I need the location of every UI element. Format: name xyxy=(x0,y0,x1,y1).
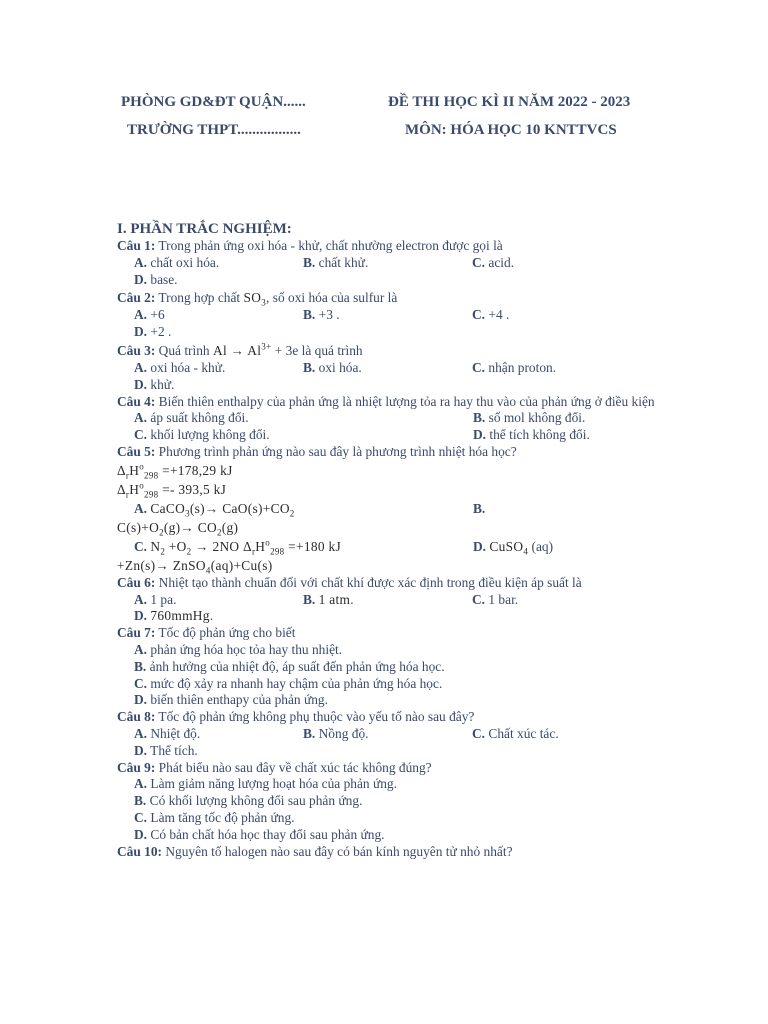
option-c: C. nhận proton. xyxy=(472,359,557,375)
options-row xyxy=(117,726,657,743)
option-b: B. ảnh hưởng của nhiệt độ, áp suất đến phản ứng hóa học. xyxy=(134,658,445,674)
option-d: D. base. xyxy=(134,271,178,287)
question-label: Câu 3: xyxy=(117,342,156,358)
option-d: D. thể tích không đổi. xyxy=(473,427,590,443)
header-subject: MÔN: HÓA HỌC 10 KNTTVCS xyxy=(405,122,617,138)
option-c: C. Chất xúc tác. xyxy=(472,725,559,741)
question-10 xyxy=(117,844,657,861)
options-row xyxy=(117,307,657,324)
option-d: D. khử. xyxy=(134,376,175,392)
option-b: B. số mol không đổi. xyxy=(473,410,586,426)
option-b: B. xyxy=(473,500,486,516)
question-3: Câu 3: Quá trình $Al \to Al^{3+} + 3e$ là quá trình xyxy=(117,341,363,358)
options-row xyxy=(117,608,657,625)
option-a: A. oxi hóa - khử. xyxy=(134,359,226,375)
option-d: D. Thể tích. xyxy=(134,742,198,758)
option-c: C. Làm tăng tốc độ phản ứng. xyxy=(134,809,295,825)
option-a: A. áp suất không đổi. xyxy=(134,410,249,426)
question-label: Câu 6: xyxy=(117,574,156,590)
question-9 xyxy=(117,760,657,777)
options-row xyxy=(117,324,657,341)
formula-so3: $SO_3$ xyxy=(243,290,267,309)
question-text: Phương trình phản ứng nào sau đây là phương trình nhiệt hóa học? xyxy=(155,443,517,459)
option-c: C. +4 . xyxy=(472,307,510,323)
options-row xyxy=(117,592,657,609)
header-exam-title: ĐỀ THI HỌC KÌ II NĂM 2022 - 2023 xyxy=(388,94,631,110)
option-c: C. 1 bar. xyxy=(472,591,519,607)
option-b: B. Nồng độ. xyxy=(303,725,369,741)
option-c: C. mức độ xảy ra nhanh hay chậm của phản ứng hóa học. xyxy=(134,675,443,691)
exam-body xyxy=(117,221,657,860)
option-a: A. Làm giảm năng lượng hoạt hóa của phản ứng. xyxy=(134,776,397,792)
question-7 xyxy=(117,625,657,642)
question-label: Câu 4: xyxy=(117,393,156,409)
enthalpy-line-2: $\Delta_rH^o_{298} =- 393,5$ kJ xyxy=(117,480,227,500)
options-row xyxy=(117,360,657,377)
question-text: Trong phản ứng oxi hóa - khử, chất nhường electron được gọi là xyxy=(155,238,503,253)
section-title: I. PHẦN TRẮC NGHIỆM: xyxy=(117,221,292,237)
option-b: B. Có khối lượng không đổi sau phản ứng. xyxy=(134,793,363,809)
option-b: B. +3 . xyxy=(303,307,340,323)
option-a: A. +6 xyxy=(134,307,165,323)
question-label: Câu 9: xyxy=(117,759,156,775)
option-b: B. 1 atm. xyxy=(303,591,354,607)
option-a: A. Nhiệt độ. xyxy=(134,725,201,741)
formula-al-oxidation: $Al \to Al^{3+}$ xyxy=(212,341,272,358)
question-text: Nguyên tố halogen nào sau đây có bán kính nguyên tử nhỏ nhất? xyxy=(162,843,513,859)
question-text: Tốc độ phản ứng cho biết xyxy=(155,625,296,641)
question-text: Phát biểu nào sau đây về chất xúc tác không đúng? xyxy=(155,759,432,775)
question-label: Câu 10: xyxy=(117,843,163,859)
option-b: B. chất khử. xyxy=(303,254,369,270)
option-a: A. phản ứng hóa học tỏa hay thu nhiệt. xyxy=(134,641,343,657)
question-2: Câu 2: Trong hợp chất $SO_3$, số oxi hóa của sulfur là xyxy=(117,290,398,309)
question-1 xyxy=(117,238,657,255)
option-d: D. 760mmHg. xyxy=(134,608,214,624)
options-row xyxy=(117,743,657,760)
option-c: C. $N_2 +O_2 \to 2NO$ $\Delta_rH^o_{298} =+180$ kJ xyxy=(134,537,341,557)
header-department: PHÒNG GD&ĐT QUẬN...... xyxy=(121,94,306,110)
option-a: A. chất oxi hóa. xyxy=(134,254,220,270)
question-label: Câu 1: xyxy=(117,238,156,253)
option-a: A. CaCO$_3$(s)→ $CaO(s)+CO_2$ xyxy=(134,500,295,519)
question-6 xyxy=(117,575,657,592)
options-row xyxy=(117,410,657,427)
option-d: D. +2 . xyxy=(134,324,172,340)
options-row xyxy=(117,255,657,272)
options-row xyxy=(117,377,657,394)
option-d-formula: +Zn(s)→ ZnSO$_4$(aq)+Cu(s) xyxy=(117,557,273,576)
question-text: Biến thiên enthalpy của phản ứng là nhiệt lượng tỏa ra hay thu vào của phản ứng ở điều kiện xyxy=(155,393,655,409)
question-text: Tốc độ phản ứng không phụ thuộc vào yếu tố nào sau đây? xyxy=(155,709,475,725)
options-row xyxy=(117,499,657,518)
option-c: C. khối lượng không đổi. xyxy=(134,427,270,443)
option-a: A. 1 pa. xyxy=(134,591,177,607)
option-b: B. oxi hóa. xyxy=(303,359,362,375)
option-d: D. biến thiên enthapy của phản ứng. xyxy=(134,692,328,708)
option-c: C. acid. xyxy=(472,254,515,270)
question-label: Câu 2: xyxy=(117,290,156,306)
option-d: D. Có bản chất hóa học thay đổi sau phản ứng. xyxy=(134,826,385,842)
question-text: Nhiệt tạo thành chuẩn đối với chất khí được xác định trong điều kiện áp suất là xyxy=(155,574,582,590)
question-label: Câu 5: xyxy=(117,443,156,459)
options-row xyxy=(117,427,657,444)
option-d: D. CuSO$_4$ (aq) xyxy=(473,538,554,557)
question-label: Câu 7: xyxy=(117,625,156,641)
options-row xyxy=(117,537,657,556)
header-school: TRƯỜNG THPT................. xyxy=(127,122,301,138)
question-4 xyxy=(117,394,657,411)
options-row xyxy=(117,272,657,289)
question-8 xyxy=(117,709,657,726)
option-b-formula: $C(s)+O_2(g)\to CO_2(g)$ xyxy=(117,519,239,538)
question-5 xyxy=(117,444,657,461)
question-label: Câu 8: xyxy=(117,709,156,725)
enthalpy-line-1: $\Delta_rH^o_{298} =+178,29$ kJ xyxy=(117,461,233,481)
